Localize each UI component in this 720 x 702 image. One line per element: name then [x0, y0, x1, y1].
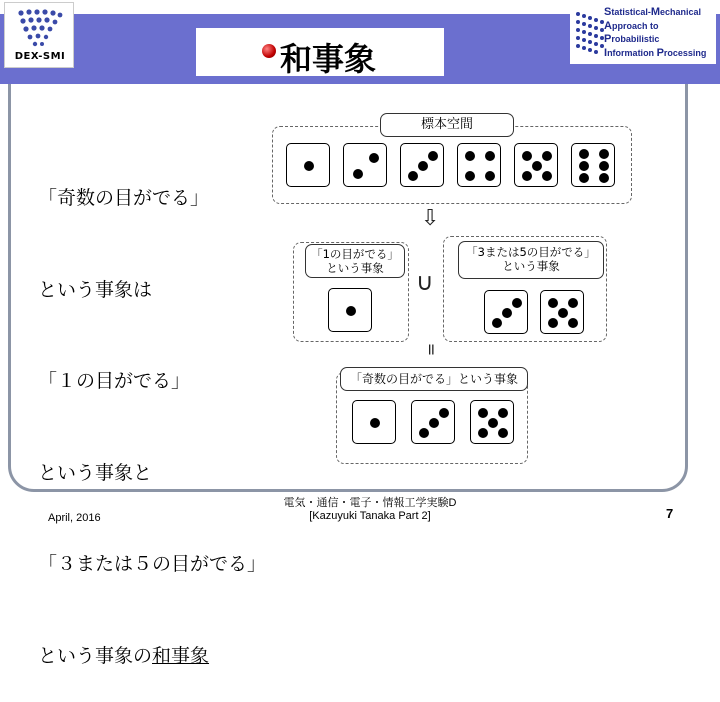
pip: [532, 161, 542, 171]
pip: [522, 151, 532, 161]
pip: [579, 173, 589, 183]
pip: [465, 151, 475, 161]
die-face-1: [286, 143, 330, 187]
sample-space-label: 標本空間: [380, 113, 514, 137]
logo-line-3: Information Processing: [604, 46, 707, 59]
pip: [568, 318, 578, 328]
pip: [548, 318, 558, 328]
pip: [346, 306, 356, 316]
die-face-4: [457, 143, 501, 187]
die-face-1: [328, 288, 372, 332]
logo-text: DEX-SMI: [14, 51, 66, 62]
pip: [428, 151, 438, 161]
event-one-label: 「1の目がでる」 という事象: [305, 244, 405, 278]
pip: [488, 418, 498, 428]
pip: [512, 298, 522, 308]
footer-date: April, 2016: [48, 512, 101, 524]
description-line: という事象は: [38, 278, 153, 301]
die-face-3: [400, 143, 444, 187]
dex-smi-logo: [4, 2, 74, 68]
dot-grid-icon: [15, 7, 65, 51]
pip: [522, 171, 532, 181]
pip: [369, 153, 379, 163]
description-line: 「１の目がでる」: [38, 370, 191, 392]
pip: [542, 171, 552, 181]
pip: [353, 169, 363, 179]
result-label: 「奇数の目がでる」という事象: [340, 367, 528, 391]
down-arrow-icon: ⇩: [421, 206, 440, 231]
pip: [498, 428, 508, 438]
pip: [599, 161, 609, 171]
pip: [419, 428, 429, 438]
pip: [478, 408, 488, 418]
pip: [439, 408, 449, 418]
logo-line-2: Approach to Probabilistic: [604, 19, 660, 45]
footer-course-line2: [Kazuyuki Tanaka Part 2]: [309, 510, 431, 522]
description-text: [38, 122, 266, 702]
union-symbol: ∪: [416, 268, 434, 296]
equals-symbol: =: [422, 342, 442, 357]
die-face-1: [352, 400, 396, 444]
die-face-3: [411, 400, 455, 444]
pip: [370, 418, 380, 428]
logo-line-1: Statistical-Mechanical: [604, 6, 702, 18]
pip: [304, 161, 314, 171]
smapip-text: [604, 6, 716, 60]
pip: [599, 149, 609, 159]
pip: [492, 318, 502, 328]
pip: [485, 171, 495, 181]
die-face-2: [343, 143, 387, 187]
pip: [579, 161, 589, 171]
description-line: という事象の和事象: [38, 644, 210, 667]
footer-course-line1: 電気・通信・電子・情報工学実験D: [283, 497, 457, 509]
event-three-five-label: 「3または5の目がでる」 という事象: [458, 241, 604, 279]
page-title: 和事象: [280, 40, 377, 78]
lattice-icon: [572, 8, 608, 60]
pip: [418, 161, 428, 171]
red-bullet-icon: [262, 44, 276, 58]
underlined-term: 和事象: [152, 644, 210, 667]
page-number: 7: [666, 506, 674, 521]
pip: [542, 151, 552, 161]
pip: [548, 298, 558, 308]
description-line: という事象と: [38, 461, 153, 484]
die-face-6: [571, 143, 615, 187]
smapip-logo: [570, 4, 716, 64]
die-face-5: [470, 400, 514, 444]
pip: [502, 308, 512, 318]
pip: [498, 408, 508, 418]
pip: [558, 308, 568, 318]
description-line: 「奇数の目がでる」: [38, 187, 210, 209]
pip: [599, 173, 609, 183]
pip: [429, 418, 439, 428]
pip: [478, 428, 488, 438]
pip: [568, 298, 578, 308]
die-face-5: [514, 143, 558, 187]
description-line: 「３または５の目がでる」: [38, 553, 267, 575]
pip: [465, 171, 475, 181]
pip: [485, 151, 495, 161]
pip: [579, 149, 589, 159]
die-face-5: [540, 290, 584, 334]
pip: [408, 171, 418, 181]
die-face-3: [484, 290, 528, 334]
